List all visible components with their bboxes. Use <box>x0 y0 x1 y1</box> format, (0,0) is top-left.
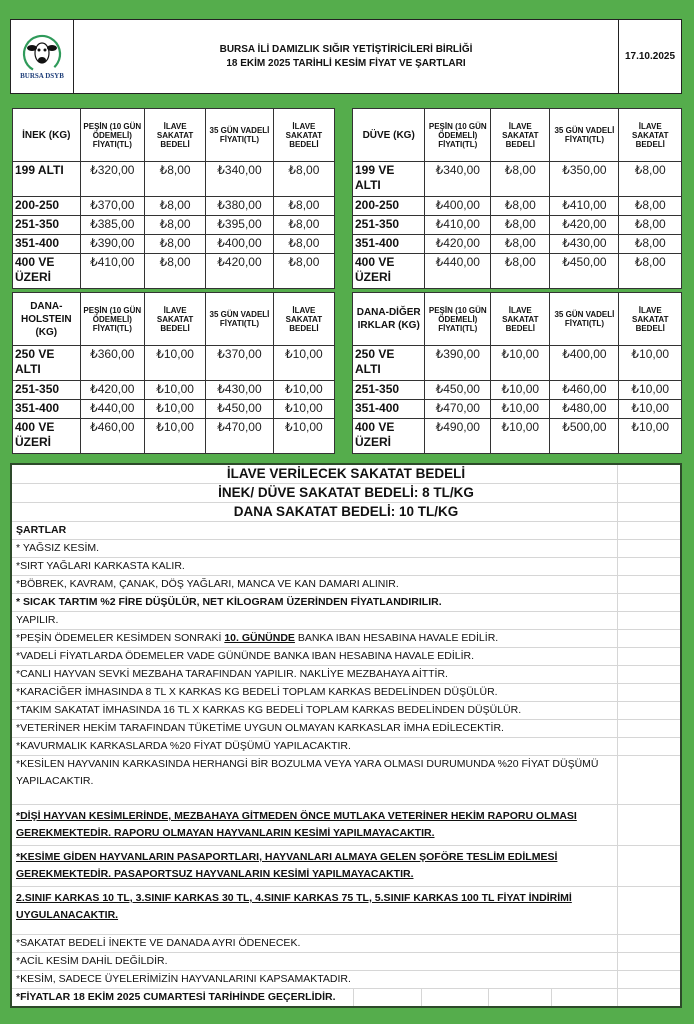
pesin-emphasis: 10. GÜNÜNDE <box>224 632 295 644</box>
weight-range-cell: 251-350 <box>13 216 81 235</box>
price-cell: ₺390,00 <box>425 346 491 381</box>
condition-item: *TAKIM SAKATAT İMHASINDA 16 TL X KARKAS KG BEDELİ TOPLAM KARKAS BEDELİNDEN DÜŞÜLÜR. <box>12 702 680 720</box>
price-cell: ₺10,00 <box>273 346 334 381</box>
price-cell: ₺10,00 <box>145 400 206 419</box>
price-cell: ₺320,00 <box>80 162 144 197</box>
title-line-2: 18 EKİM 2025 TARİHLİ KESİM FİYAT VE ŞARTLARI <box>226 57 466 69</box>
sakatat-title: İLAVE VERİLECEK SAKATAT BEDELİ <box>12 465 680 484</box>
table-row <box>353 419 682 454</box>
table-row <box>353 216 682 235</box>
column-header: İLAVE SAKATAT BEDELİ <box>273 293 334 346</box>
table-row <box>13 162 335 197</box>
price-cell: ₺360,00 <box>80 346 144 381</box>
price-cell: ₺10,00 <box>273 381 334 400</box>
title-line-1: BURSA İLİ DAMIZLIK SIĞIR YETİŞTİRİCİLERİ BİRLİĞİ <box>219 43 473 55</box>
column-header: İLAVE SAKATAT BEDELİ <box>619 109 682 162</box>
table-row <box>13 419 335 454</box>
weight-range-cell: 400 VE ÜZERİ <box>353 419 425 454</box>
column-header: DÜVE (KG) <box>353 109 425 162</box>
weight-range-cell: 251-350 <box>13 381 81 400</box>
price-cell: ₺8,00 <box>145 162 206 197</box>
condition-item-important: 2.SINIF KARKAS 10 TL, 3.SINIF KARKAS 30 TL, 4.SINIF KARKAS 75 TL, 5.SINIF KARKAS 100 TL FİYAT İNDİRİMİ UYGULANACAKTIR. <box>12 887 680 935</box>
table-row <box>13 254 335 289</box>
price-cell: ₺8,00 <box>145 235 206 254</box>
column-header: İLAVE SAKATAT BEDELİ <box>491 109 550 162</box>
price-cell: ₺350,00 <box>550 162 619 197</box>
column-header: DANA-HOLSTEIN (KG) <box>13 293 81 346</box>
price-cell: ₺8,00 <box>619 254 682 289</box>
table-header-row <box>13 293 335 346</box>
price-cell: ₺8,00 <box>619 216 682 235</box>
price-cell: ₺420,00 <box>206 254 274 289</box>
column-header: İLAVE SAKATAT BEDELİ <box>273 109 334 162</box>
table-row <box>353 197 682 216</box>
price-cell: ₺370,00 <box>80 197 144 216</box>
conditions-title: ŞARTLAR <box>12 522 680 540</box>
table-row <box>13 346 335 381</box>
column-header: DANA-DİĞER IRKLAR (KG) <box>353 293 425 346</box>
table-header-row <box>13 109 335 162</box>
price-cell: ₺500,00 <box>550 419 619 454</box>
condition-item: *VETERİNER HEKİM TARAFINDAN TÜKETİME UYGUN OLMAYAN KARKASLAR İMHA EDİLECEKTİR. <box>12 720 680 738</box>
price-cell: ₺385,00 <box>80 216 144 235</box>
price-cell: ₺430,00 <box>206 381 274 400</box>
price-cell: ₺420,00 <box>80 381 144 400</box>
table-row <box>13 197 335 216</box>
table-row <box>13 235 335 254</box>
price-cell: ₺8,00 <box>273 197 334 216</box>
price-cell: ₺10,00 <box>145 346 206 381</box>
date-label: 17.10.2025 <box>618 20 681 93</box>
price-cell: ₺420,00 <box>550 216 619 235</box>
price-table-duve <box>352 108 682 289</box>
condition-item: *KARACİĞER İMHASINDA 8 TL X KARKAS KG BEDELİ TOPLAM KARKAS BEDELİNDEN DÜŞÜLÜR. <box>12 684 680 702</box>
price-table-inek <box>12 108 335 289</box>
pesin-after: BANKA IBAN HESABINA HAVALE EDİLİR. <box>294 632 499 644</box>
condition-item: YAPILIR. <box>12 612 680 630</box>
price-cell: ₺440,00 <box>80 400 144 419</box>
grid-line <box>488 989 489 1006</box>
price-cell: ₺370,00 <box>206 346 274 381</box>
page-title <box>74 20 618 93</box>
weight-range-cell: 351-400 <box>13 235 81 254</box>
price-cell: ₺10,00 <box>491 346 550 381</box>
header-box <box>10 19 682 94</box>
price-cell: ₺8,00 <box>491 254 550 289</box>
weight-range-cell: 200-250 <box>353 197 425 216</box>
weight-range-cell: 200-250 <box>13 197 81 216</box>
price-cell: ₺10,00 <box>491 400 550 419</box>
weight-range-cell: 199 VE ALTI <box>353 162 425 197</box>
table-header-row <box>353 109 682 162</box>
weight-range-cell: 351-400 <box>353 400 425 419</box>
condition-item-pesin <box>12 630 680 648</box>
grid-line <box>421 989 422 1006</box>
price-table-dana-diger <box>352 292 682 454</box>
price-cell: ₺8,00 <box>491 162 550 197</box>
condition-item: *CANLI HAYVAN SEVKİ MEZBAHA TARAFINDAN YAPILIR. NAKLİYE MEZBAHAYA AİTTİR. <box>12 666 680 684</box>
column-header: İNEK (KG) <box>13 109 81 162</box>
sakatat-inek-duve: İNEK/ DÜVE SAKATAT BEDELİ: 8 TL/KG <box>12 484 680 503</box>
weight-range-cell: 250 VE ALTI <box>13 346 81 381</box>
weight-range-cell: 400 VE ÜZERİ <box>13 254 81 289</box>
price-cell: ₺420,00 <box>425 235 491 254</box>
table-row <box>13 216 335 235</box>
price-cell: ₺10,00 <box>491 381 550 400</box>
condition-item-important: *DİŞİ HAYVAN KESİMLERİNDE, MEZBAHAYA GİTMEDEN ÖNCE MUTLAKA VETERİNER HEKİM RAPORU OLMASI GEREKMEKTEDİR. RAPORU OLMAYAN HAYVANLARIN KESİMİ YAPILMAYACAKTIR. <box>12 805 680 846</box>
weight-range-cell: 199 ALTI <box>13 162 81 197</box>
price-table-dana-holstein <box>12 292 335 454</box>
price-cell: ₺460,00 <box>80 419 144 454</box>
conditions-panel <box>10 463 682 1008</box>
price-cell: ₺390,00 <box>80 235 144 254</box>
column-header: PEŞİN (10 GÜN ÖDEMELİ) FİYATI(TL) <box>425 293 491 346</box>
table-row <box>13 381 335 400</box>
table-row <box>353 254 682 289</box>
weight-range-cell: 400 VE ÜZERİ <box>353 254 425 289</box>
price-cell: ₺470,00 <box>206 419 274 454</box>
price-cell: ₺410,00 <box>425 216 491 235</box>
price-cell: ₺10,00 <box>619 381 682 400</box>
condition-item: *KESİM, SADECE ÜYELERİMİZİN HAYVANLARINI KAPSAMAKTADIR. <box>12 971 680 989</box>
price-cell: ₺410,00 <box>550 197 619 216</box>
price-cell: ₺10,00 <box>273 400 334 419</box>
price-cell: ₺480,00 <box>550 400 619 419</box>
sakatat-dana: DANA SAKATAT BEDELİ: 10 TL/KG <box>12 503 680 522</box>
cow-logo-icon <box>18 33 66 81</box>
price-cell: ₺340,00 <box>425 162 491 197</box>
logo <box>11 20 74 93</box>
condition-item: * SICAK TARTIM %2 FİRE DÜŞÜLÜR, NET KİLOGRAM ÜZERİNDEN FİYATLANDIRILIR. <box>12 594 680 612</box>
condition-item: *BÖBREK, KAVRAM, ÇANAK, DÖŞ YAĞLARI, MANCA VE KAN DAMARI ALINIR. <box>12 576 680 594</box>
table-header-row <box>353 293 682 346</box>
condition-item: *SIRT YAĞLARI KARKASTA KALIR. <box>12 558 680 576</box>
price-cell: ₺10,00 <box>619 419 682 454</box>
price-cell: ₺8,00 <box>491 197 550 216</box>
price-cell: ₺450,00 <box>425 381 491 400</box>
price-cell: ₺8,00 <box>273 162 334 197</box>
condition-item: *KAVURMALIK KARKASLARDA %20 FİYAT DÜŞÜMÜ YAPILACAKTIR. <box>12 738 680 756</box>
price-cell: ₺490,00 <box>425 419 491 454</box>
weight-range-cell: 251-350 <box>353 216 425 235</box>
condition-item-validity <box>12 989 680 1007</box>
column-header: 35 GÜN VADELİ FİYATI(TL) <box>206 109 274 162</box>
logo-text: BURSA DSYB <box>20 71 64 80</box>
price-cell: ₺8,00 <box>619 197 682 216</box>
price-cell: ₺8,00 <box>273 216 334 235</box>
grid-line <box>551 989 552 1006</box>
column-header: 35 GÜN VADELİ FİYATI(TL) <box>206 293 274 346</box>
weight-range-cell: 400 VE ÜZERİ <box>13 419 81 454</box>
condition-item: *VADELİ FİYATLARDA ÖDEMELER VADE GÜNÜNDE BANKA IBAN HESABINA HAVALE EDİLİR. <box>12 648 680 666</box>
column-header: İLAVE SAKATAT BEDELİ <box>619 293 682 346</box>
price-cell: ₺8,00 <box>619 235 682 254</box>
table-row <box>353 162 682 197</box>
price-cell: ₺10,00 <box>619 346 682 381</box>
price-cell: ₺8,00 <box>145 216 206 235</box>
table-row <box>353 400 682 419</box>
column-header: PEŞİN (10 GÜN ÖDEMELİ) FİYATI(TL) <box>80 109 144 162</box>
price-cell: ₺10,00 <box>145 419 206 454</box>
weight-range-cell: 250 VE ALTI <box>353 346 425 381</box>
condition-item: * YAĞSIZ KESİM. <box>12 540 680 558</box>
weight-range-cell: 351-400 <box>13 400 81 419</box>
price-cell: ₺8,00 <box>273 235 334 254</box>
price-cell: ₺400,00 <box>206 235 274 254</box>
column-header: PEŞİN (10 GÜN ÖDEMELİ) FİYATI(TL) <box>80 293 144 346</box>
condition-item: *KESİLEN HAYVANIN KARKASINDA HERHANGİ BİR BOZULMA VEYA YARA OLMASI DURUMUNDA %20 FİYAT DÜŞÜMÜ YAPILACAKTIR. <box>12 756 680 805</box>
price-cell: ₺400,00 <box>425 197 491 216</box>
price-cell: ₺8,00 <box>273 254 334 289</box>
price-cell: ₺8,00 <box>491 235 550 254</box>
table-row <box>353 346 682 381</box>
price-cell: ₺440,00 <box>425 254 491 289</box>
price-cell: ₺410,00 <box>80 254 144 289</box>
condition-item: *SAKATAT BEDELİ İNEKTE VE DANADA AYRI ÖDENECEK. <box>12 935 680 953</box>
price-cell: ₺450,00 <box>206 400 274 419</box>
table-row <box>353 235 682 254</box>
column-header: İLAVE SAKATAT BEDELİ <box>145 109 206 162</box>
price-cell: ₺395,00 <box>206 216 274 235</box>
price-cell: ₺10,00 <box>273 419 334 454</box>
grid-line <box>353 989 354 1006</box>
price-cell: ₺8,00 <box>491 216 550 235</box>
price-cell: ₺10,00 <box>619 400 682 419</box>
weight-range-cell: 351-400 <box>353 235 425 254</box>
pesin-before: *PEŞİN ÖDEMELER KESİMDEN SONRAKİ <box>16 632 225 644</box>
price-cell: ₺400,00 <box>550 346 619 381</box>
table-row <box>353 381 682 400</box>
price-cell: ₺10,00 <box>491 419 550 454</box>
column-header: İLAVE SAKATAT BEDELİ <box>145 293 206 346</box>
condition-item: *ACİL KESİM DAHİL DEĞİLDİR. <box>12 953 680 971</box>
price-cell: ₺10,00 <box>145 381 206 400</box>
validity-text: *FİYATLAR 18 EKİM 2025 CUMARTESİ TARİHİNDE GEÇERLİDİR. <box>16 991 336 1003</box>
price-cell: ₺8,00 <box>145 254 206 289</box>
column-header: 35 GÜN VADELİ FİYATI(TL) <box>550 293 619 346</box>
price-cell: ₺460,00 <box>550 381 619 400</box>
price-cell: ₺470,00 <box>425 400 491 419</box>
column-header: PEŞİN (10 GÜN ÖDEMELİ) FİYATI(TL) <box>425 109 491 162</box>
price-cell: ₺340,00 <box>206 162 274 197</box>
condition-item-important: *KESİME GİDEN HAYVANLARIN PASAPORTLARI, HAYVANLARI ALMAYA GELEN ŞOFÖRE TESLİM EDİLMESİ GEREKMEKTEDİR. PASAPORTSUZ HAYVANLARIN KESİMİ YAPILMAYACAKTIR. <box>12 846 680 887</box>
table-row <box>13 400 335 419</box>
price-cell: ₺380,00 <box>206 197 274 216</box>
column-header: İLAVE SAKATAT BEDELİ <box>491 293 550 346</box>
price-cell: ₺450,00 <box>550 254 619 289</box>
price-cell: ₺430,00 <box>550 235 619 254</box>
price-cell: ₺8,00 <box>145 197 206 216</box>
price-cell: ₺8,00 <box>619 162 682 197</box>
column-header: 35 GÜN VADELİ FİYATI(TL) <box>550 109 619 162</box>
weight-range-cell: 251-350 <box>353 381 425 400</box>
